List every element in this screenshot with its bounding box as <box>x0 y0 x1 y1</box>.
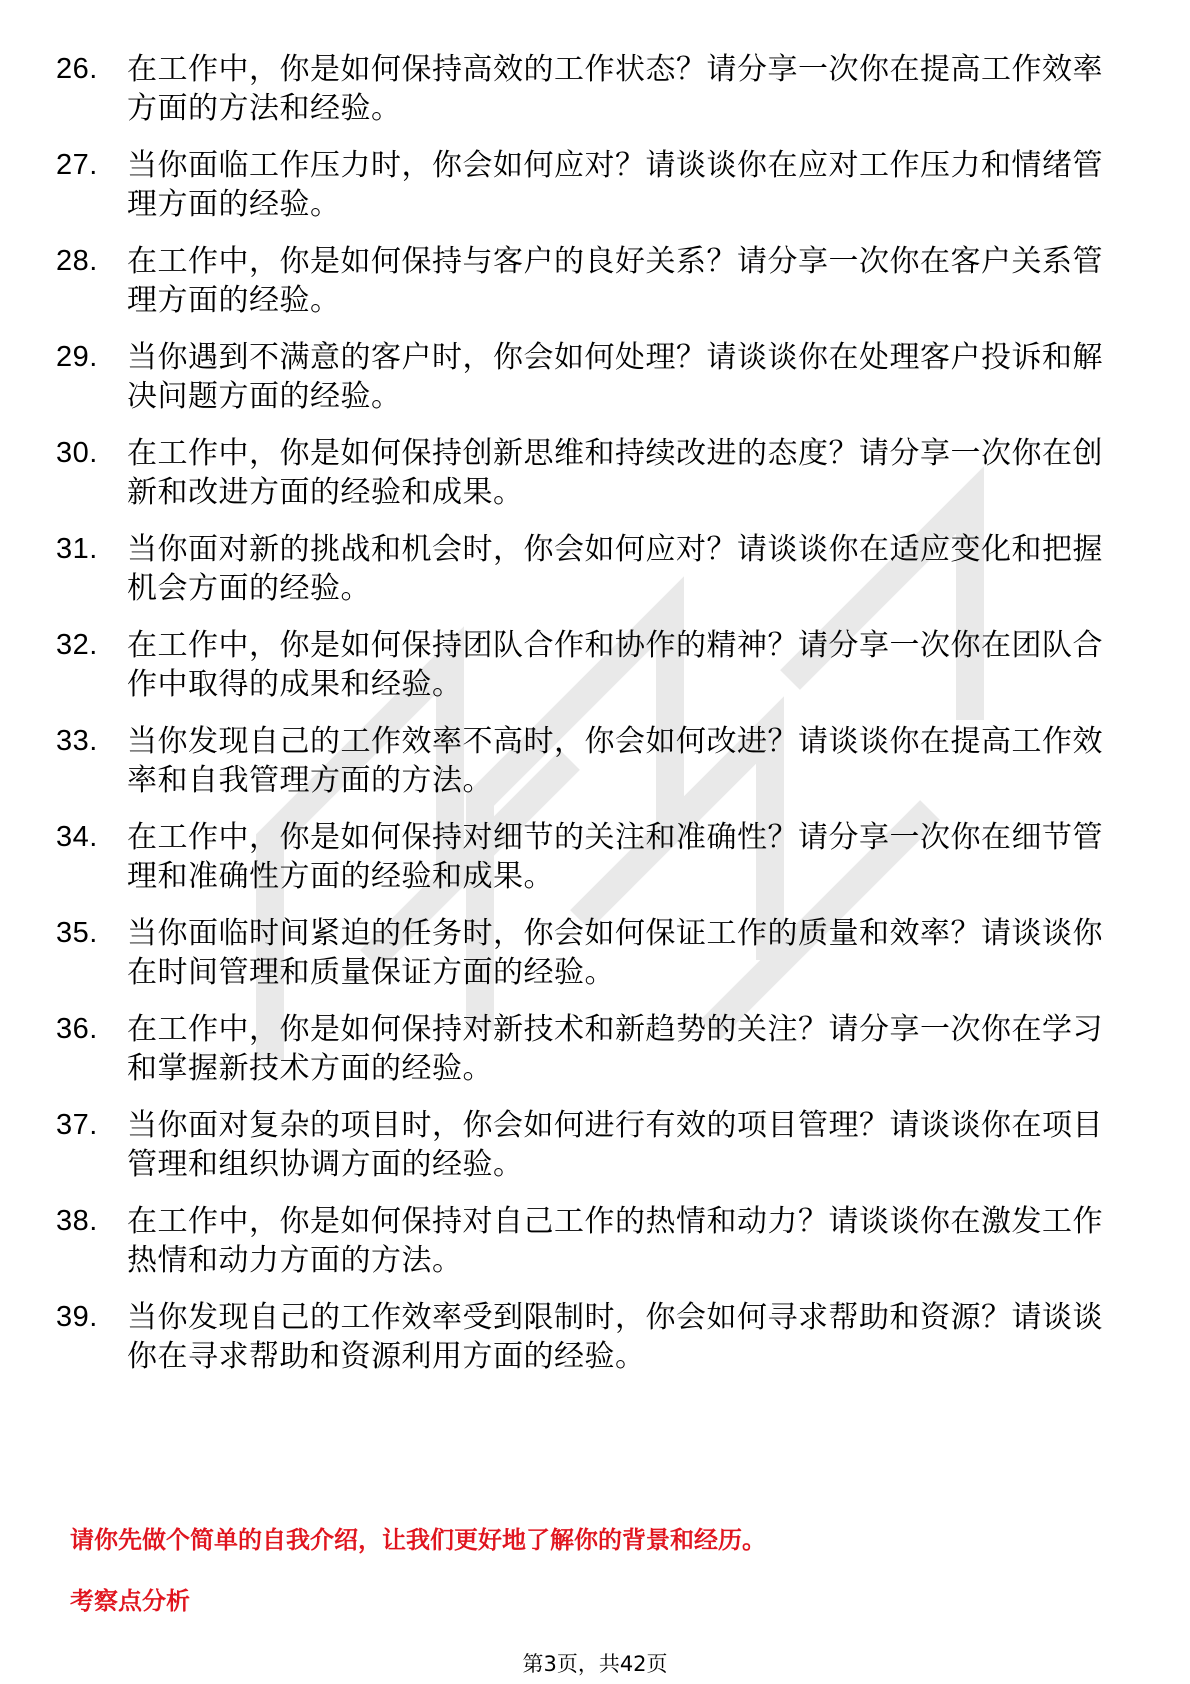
question-item <box>56 146 1116 224</box>
question-text: 在工作中，你是如何保持与客户的良好关系？请分享一次你在客户关系管理方面的经验。 <box>127 244 1103 318</box>
question-item <box>56 722 1116 800</box>
question-number: 27. <box>56 149 98 181</box>
question-text: 在工作中，你是如何保持对新技术和新趋势的关注？请分享一次你在学习和掌握新技术方面的经验。 <box>127 1012 1103 1086</box>
page-footer: 第3页，共42页 <box>522 1652 668 1676</box>
question-text: 当你面临时间紧迫的任务时，你会如何保证工作的质量和效率？请谈谈你在时间管理和质量保证方面的经验。 <box>127 916 1103 990</box>
question-number: 32. <box>56 629 98 661</box>
question-item <box>56 1202 1116 1280</box>
question-text: 当你发现自己的工作效率受到限制时，你会如何寻求帮助和资源？请谈谈你在寻求帮助和资源利用方面的经验。 <box>127 1300 1103 1374</box>
question-text: 在工作中，你是如何保持高效的工作状态？请分享一次你在提高工作效率方面的方法和经验。 <box>127 52 1103 126</box>
question-item <box>56 242 1116 320</box>
question-item <box>56 1106 1116 1184</box>
question-number: 33. <box>56 725 98 757</box>
question-number: 29. <box>56 341 98 373</box>
question-item <box>56 338 1116 416</box>
question-text: 当你面对新的挑战和机会时，你会如何应对？请谈谈你在适应变化和把握机会方面的经验。 <box>127 532 1103 606</box>
question-number: 31. <box>56 533 98 565</box>
question-number: 38. <box>56 1205 98 1237</box>
question-item <box>56 1010 1116 1088</box>
question-item <box>56 434 1116 512</box>
question-item <box>56 914 1116 992</box>
question-number: 36. <box>56 1013 98 1045</box>
question-number: 28. <box>56 245 98 277</box>
question-item <box>56 818 1116 896</box>
question-item <box>56 626 1116 704</box>
question-list <box>56 50 1116 1394</box>
question-number: 26. <box>56 53 98 85</box>
question-number: 35. <box>56 917 98 949</box>
question-item <box>56 1298 1116 1376</box>
question-text: 当你面临工作压力时，你会如何应对？请谈谈你在应对工作压力和情绪管理方面的经验。 <box>127 148 1103 222</box>
question-number: 30. <box>56 437 98 469</box>
question-text: 在工作中，你是如何保持创新思维和持续改进的态度？请分享一次你在创新和改进方面的经验和成果。 <box>127 436 1103 510</box>
question-item <box>56 50 1116 128</box>
question-text: 当你面对复杂的项目时，你会如何进行有效的项目管理？请谈谈你在项目管理和组织协调方面的经验。 <box>127 1108 1103 1182</box>
question-number: 34. <box>56 821 98 853</box>
question-text: 在工作中，你是如何保持对细节的关注和准确性？请分享一次你在细节管理和准确性方面的经验和成果。 <box>127 820 1103 894</box>
question-text: 当你发现自己的工作效率不高时，你会如何改进？请谈谈你在提高工作效率和自我管理方面的方法。 <box>127 724 1103 798</box>
question-text: 在工作中，你是如何保持团队合作和协作的精神？请分享一次你在团队合作中取得的成果和经验。 <box>127 628 1103 702</box>
question-item <box>56 530 1116 608</box>
analysis-heading: 考察点分析 <box>70 1587 190 1615</box>
intro-question: 请你先做个简单的自我介绍，让我们更好地了解你的背景和经历。 <box>70 1526 766 1554</box>
question-number: 37. <box>56 1109 98 1141</box>
question-number: 39. <box>56 1301 98 1333</box>
question-text: 当你遇到不满意的客户时，你会如何处理？请谈谈你在处理客户投诉和解决问题方面的经验。 <box>127 340 1103 414</box>
question-text: 在工作中，你是如何保持对自己工作的热情和动力？请谈谈你在激发工作热情和动力方面的方法。 <box>127 1204 1103 1278</box>
